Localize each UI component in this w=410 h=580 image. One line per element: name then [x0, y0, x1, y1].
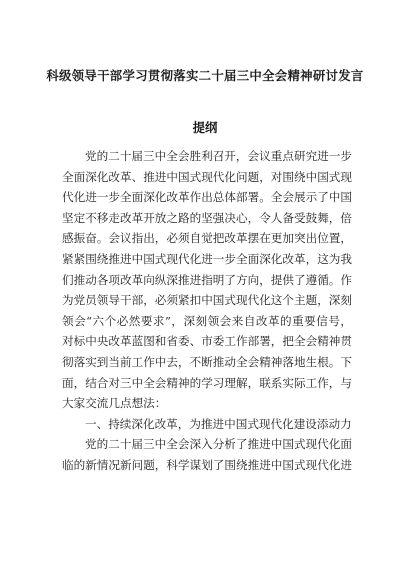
paragraph-line: 彻落实到当前工作中去，不断推动全会精神落地生根。下	[62, 354, 352, 369]
paragraph-line: 坚定不移走改革开放之路的坚强决心，令人备受鼓舞，倍	[62, 210, 352, 225]
paragraph-line: 为党员领导干部，必须紧扣中国式现代化这个主题，深刻	[62, 293, 352, 308]
paragraph-line: 紧紧围绕推进中国式现代化进一步全面深化改革，这为我	[62, 251, 352, 266]
document-title: 科级领导干部学习贯彻落实二十届三中全会精神研讨发言	[46, 68, 364, 83]
document-subtitle: 提纲	[192, 120, 218, 135]
paragraph-line: 们推动各项改革向纵深推进指明了方向，提供了遵循。作	[62, 272, 352, 287]
paragraph-line: 临的新情况新问题，科学谋划了围绕推进中国式现代化进	[62, 457, 352, 472]
paragraph-line: 感振奋。会议指出，必须自觉把改革摆在更加突出位置，	[62, 231, 352, 246]
section-heading: 一、持续深化改革，为推进中国式现代化建设添动力	[85, 416, 352, 431]
document-body	[62, 146, 352, 476]
paragraph-line: 全面深化改革、推进中国式现代化问题，对围绕中国式现	[62, 169, 352, 184]
paragraph-line: 党的二十届三中全会深入分析了推进中国式现代化面	[85, 437, 352, 452]
paragraph-line: 党的二十届三中全会胜利召开，会议重点研究进一步	[85, 149, 352, 163]
paragraph-line: 代化进一步全面深化改革作出总体部署。全会展示了中国	[62, 190, 352, 205]
paragraph-line: 大家交流几点想法：	[62, 396, 167, 411]
paragraph-line: 对标中央改革蓝图和省委、市委工作部署，把全会精神贯	[62, 334, 352, 349]
paragraph-line: 领会“六个必然要求”，深刻领会来自改革的重要信号，	[62, 313, 352, 328]
paragraph-line: 面，结合对三中全会精神的学习理解，联系实际工作，与	[62, 375, 352, 390]
